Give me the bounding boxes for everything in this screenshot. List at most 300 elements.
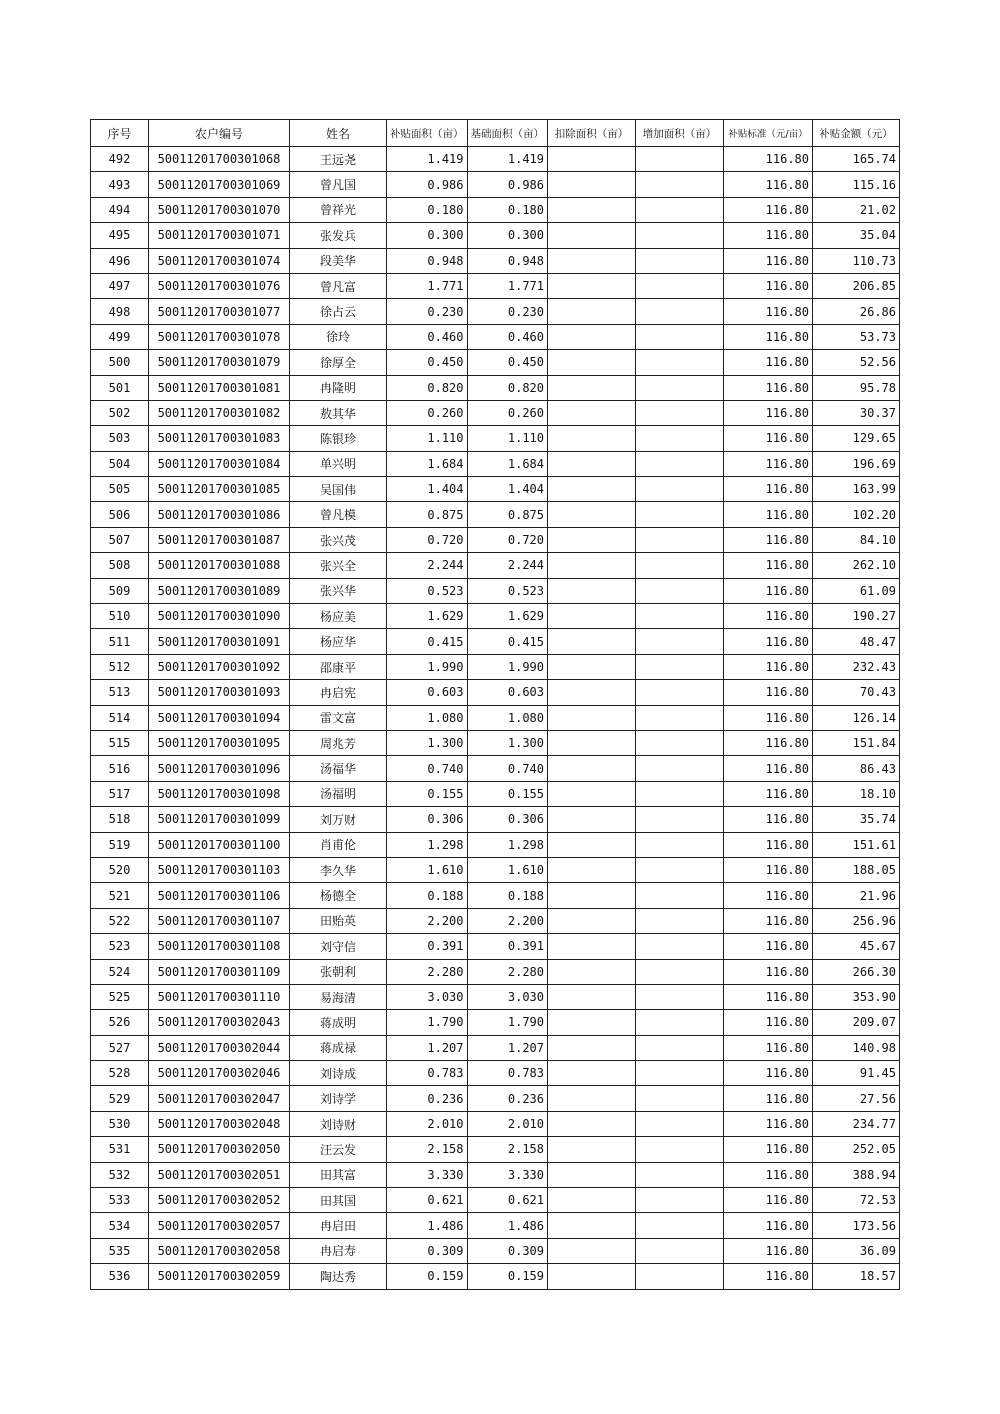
cell-added-area xyxy=(636,578,724,603)
cell-index: 509 xyxy=(91,578,149,603)
cell-deducted-area xyxy=(548,959,636,984)
cell-deducted-area xyxy=(548,654,636,679)
cell-farmer-id: 50011201700302059 xyxy=(149,1264,290,1289)
cell-subsidy-amount: 21.96 xyxy=(813,883,900,908)
cell-subsidy-amount: 18.57 xyxy=(813,1264,900,1289)
cell-subsidy-rate: 116.80 xyxy=(724,375,813,400)
cell-subsidy-area: 2.280 xyxy=(387,959,468,984)
cell-index: 533 xyxy=(91,1188,149,1213)
table-row xyxy=(91,273,900,298)
table-row xyxy=(91,832,900,857)
cell-subsidy-area: 0.155 xyxy=(387,781,468,806)
cell-farmer-id: 50011201700301098 xyxy=(149,781,290,806)
cell-subsidy-amount: 30.37 xyxy=(813,400,900,425)
cell-subsidy-area: 1.629 xyxy=(387,604,468,629)
cell-added-area xyxy=(636,1264,724,1289)
cell-subsidy-area: 0.720 xyxy=(387,527,468,552)
cell-index: 526 xyxy=(91,1010,149,1035)
cell-subsidy-amount: 151.84 xyxy=(813,730,900,755)
cell-added-area xyxy=(636,959,724,984)
cell-farmer-id: 50011201700301077 xyxy=(149,299,290,324)
cell-base-area: 1.207 xyxy=(467,1035,548,1060)
cell-farmer-id: 50011201700301090 xyxy=(149,604,290,629)
cell-subsidy-area: 3.330 xyxy=(387,1162,468,1187)
cell-added-area xyxy=(636,730,724,755)
cell-subsidy-rate: 116.80 xyxy=(724,1010,813,1035)
cell-subsidy-rate: 116.80 xyxy=(724,984,813,1009)
cell-name: 吴国伟 xyxy=(290,477,387,502)
cell-index: 521 xyxy=(91,883,149,908)
table-row xyxy=(91,1238,900,1263)
cell-base-area: 1.080 xyxy=(467,705,548,730)
cell-subsidy-rate: 116.80 xyxy=(724,1188,813,1213)
table-row xyxy=(91,1162,900,1187)
cell-base-area: 0.720 xyxy=(467,527,548,552)
table-row xyxy=(91,604,900,629)
cell-base-area: 3.030 xyxy=(467,984,548,1009)
cell-deducted-area xyxy=(548,1010,636,1035)
cell-farmer-id: 50011201700301094 xyxy=(149,705,290,730)
cell-subsidy-amount: 196.69 xyxy=(813,451,900,476)
cell-subsidy-rate: 116.80 xyxy=(724,654,813,679)
cell-added-area xyxy=(636,756,724,781)
table-row xyxy=(91,730,900,755)
table-row xyxy=(91,908,900,933)
cell-subsidy-amount: 115.16 xyxy=(813,172,900,197)
cell-added-area xyxy=(636,781,724,806)
cell-subsidy-amount: 95.78 xyxy=(813,375,900,400)
cell-base-area: 0.783 xyxy=(467,1061,548,1086)
cell-name: 周兆芳 xyxy=(290,730,387,755)
header-base-area: 基础面积（亩） xyxy=(467,120,548,147)
cell-base-area: 1.486 xyxy=(467,1213,548,1238)
cell-subsidy-area: 0.159 xyxy=(387,1264,468,1289)
cell-subsidy-amount: 232.43 xyxy=(813,654,900,679)
cell-name: 徐占云 xyxy=(290,299,387,324)
cell-name: 邵康平 xyxy=(290,654,387,679)
cell-name: 张兴茂 xyxy=(290,527,387,552)
cell-deducted-area xyxy=(548,502,636,527)
cell-subsidy-area: 0.948 xyxy=(387,248,468,273)
cell-name: 汤福明 xyxy=(290,781,387,806)
cell-subsidy-amount: 36.09 xyxy=(813,1238,900,1263)
table-row xyxy=(91,1010,900,1035)
cell-farmer-id: 50011201700301091 xyxy=(149,629,290,654)
cell-farmer-id: 50011201700302052 xyxy=(149,1188,290,1213)
cell-subsidy-area: 0.391 xyxy=(387,934,468,959)
cell-farmer-id: 50011201700301108 xyxy=(149,934,290,959)
cell-added-area xyxy=(636,1213,724,1238)
cell-name: 易海清 xyxy=(290,984,387,1009)
cell-base-area: 1.110 xyxy=(467,426,548,451)
cell-farmer-id: 50011201700301100 xyxy=(149,832,290,857)
table-row xyxy=(91,400,900,425)
cell-base-area: 0.415 xyxy=(467,629,548,654)
cell-subsidy-amount: 52.56 xyxy=(813,350,900,375)
cell-base-area: 2.158 xyxy=(467,1137,548,1162)
cell-added-area xyxy=(636,654,724,679)
cell-name: 汤福华 xyxy=(290,756,387,781)
cell-farmer-id: 50011201700301093 xyxy=(149,680,290,705)
cell-farmer-id: 50011201700302057 xyxy=(149,1213,290,1238)
cell-index: 529 xyxy=(91,1086,149,1111)
cell-index: 532 xyxy=(91,1162,149,1187)
cell-deducted-area xyxy=(548,756,636,781)
cell-base-area: 0.159 xyxy=(467,1264,548,1289)
cell-index: 520 xyxy=(91,857,149,882)
cell-deducted-area xyxy=(548,578,636,603)
cell-subsidy-area: 0.309 xyxy=(387,1238,468,1263)
cell-name: 曾凡国 xyxy=(290,172,387,197)
cell-name: 李久华 xyxy=(290,857,387,882)
cell-deducted-area xyxy=(548,1264,636,1289)
cell-index: 508 xyxy=(91,553,149,578)
cell-name: 刘万财 xyxy=(290,807,387,832)
cell-subsidy-amount: 61.09 xyxy=(813,578,900,603)
table-row xyxy=(91,324,900,349)
cell-farmer-id: 50011201700301089 xyxy=(149,578,290,603)
cell-deducted-area xyxy=(548,807,636,832)
cell-subsidy-amount: 353.90 xyxy=(813,984,900,1009)
table-row xyxy=(91,1188,900,1213)
cell-deducted-area xyxy=(548,324,636,349)
cell-subsidy-area: 1.486 xyxy=(387,1213,468,1238)
cell-deducted-area xyxy=(548,832,636,857)
cell-added-area xyxy=(636,1010,724,1035)
cell-farmer-id: 50011201700301069 xyxy=(149,172,290,197)
cell-subsidy-area: 0.415 xyxy=(387,629,468,654)
table-row xyxy=(91,197,900,222)
header-name: 姓名 xyxy=(290,120,387,147)
cell-deducted-area xyxy=(548,426,636,451)
cell-subsidy-area: 2.010 xyxy=(387,1111,468,1136)
cell-deducted-area xyxy=(548,1111,636,1136)
cell-added-area xyxy=(636,147,724,172)
table-row xyxy=(91,781,900,806)
cell-base-area: 0.948 xyxy=(467,248,548,273)
cell-subsidy-amount: 70.43 xyxy=(813,680,900,705)
cell-name: 徐玲 xyxy=(290,324,387,349)
cell-deducted-area xyxy=(548,1086,636,1111)
cell-subsidy-area: 0.783 xyxy=(387,1061,468,1086)
cell-added-area xyxy=(636,680,724,705)
cell-farmer-id: 50011201700301084 xyxy=(149,451,290,476)
cell-base-area: 1.629 xyxy=(467,604,548,629)
cell-subsidy-amount: 18.10 xyxy=(813,781,900,806)
cell-base-area: 0.236 xyxy=(467,1086,548,1111)
table-row xyxy=(91,959,900,984)
cell-deducted-area xyxy=(548,1188,636,1213)
cell-added-area xyxy=(636,324,724,349)
cell-index: 524 xyxy=(91,959,149,984)
cell-subsidy-amount: 129.65 xyxy=(813,426,900,451)
cell-subsidy-amount: 262.10 xyxy=(813,553,900,578)
cell-farmer-id: 50011201700301085 xyxy=(149,477,290,502)
cell-subsidy-rate: 116.80 xyxy=(724,248,813,273)
cell-farmer-id: 50011201700301070 xyxy=(149,197,290,222)
cell-index: 511 xyxy=(91,629,149,654)
cell-subsidy-rate: 116.80 xyxy=(724,1213,813,1238)
cell-subsidy-area: 1.990 xyxy=(387,654,468,679)
table-row xyxy=(91,350,900,375)
cell-subsidy-area: 0.523 xyxy=(387,578,468,603)
cell-subsidy-rate: 116.80 xyxy=(724,273,813,298)
table-row xyxy=(91,223,900,248)
cell-name: 曾凡模 xyxy=(290,502,387,527)
header-index: 序号 xyxy=(91,120,149,147)
cell-farmer-id: 50011201700301109 xyxy=(149,959,290,984)
cell-name: 冉隆明 xyxy=(290,375,387,400)
cell-base-area: 0.450 xyxy=(467,350,548,375)
cell-name: 汪云发 xyxy=(290,1137,387,1162)
table-row xyxy=(91,1111,900,1136)
cell-base-area: 0.820 xyxy=(467,375,548,400)
cell-farmer-id: 50011201700301096 xyxy=(149,756,290,781)
cell-index: 494 xyxy=(91,197,149,222)
cell-added-area xyxy=(636,934,724,959)
cell-subsidy-area: 1.684 xyxy=(387,451,468,476)
cell-subsidy-rate: 116.80 xyxy=(724,350,813,375)
table-row xyxy=(91,654,900,679)
cell-deducted-area xyxy=(548,1238,636,1263)
cell-subsidy-amount: 35.04 xyxy=(813,223,900,248)
cell-subsidy-area: 1.610 xyxy=(387,857,468,882)
cell-subsidy-amount: 86.43 xyxy=(813,756,900,781)
cell-farmer-id: 50011201700301088 xyxy=(149,553,290,578)
cell-subsidy-rate: 116.80 xyxy=(724,324,813,349)
cell-subsidy-rate: 116.80 xyxy=(724,1061,813,1086)
cell-added-area xyxy=(636,477,724,502)
cell-index: 534 xyxy=(91,1213,149,1238)
cell-name: 曾祥光 xyxy=(290,197,387,222)
cell-name: 冉启寿 xyxy=(290,1238,387,1263)
cell-name: 田其国 xyxy=(290,1188,387,1213)
cell-subsidy-rate: 116.80 xyxy=(724,527,813,552)
cell-deducted-area xyxy=(548,705,636,730)
header-subsidy-area: 补贴面积（亩） xyxy=(387,120,468,147)
header-added-area: 增加面积（亩） xyxy=(636,120,724,147)
cell-deducted-area xyxy=(548,375,636,400)
cell-added-area xyxy=(636,1137,724,1162)
cell-index: 523 xyxy=(91,934,149,959)
cell-index: 531 xyxy=(91,1137,149,1162)
cell-index: 493 xyxy=(91,172,149,197)
cell-deducted-area xyxy=(548,934,636,959)
table-row xyxy=(91,375,900,400)
cell-subsidy-area: 0.450 xyxy=(387,350,468,375)
cell-name: 冉启宪 xyxy=(290,680,387,705)
cell-farmer-id: 50011201700301107 xyxy=(149,908,290,933)
cell-index: 492 xyxy=(91,147,149,172)
cell-subsidy-rate: 116.80 xyxy=(724,477,813,502)
cell-index: 518 xyxy=(91,807,149,832)
cell-index: 522 xyxy=(91,908,149,933)
cell-subsidy-area: 0.820 xyxy=(387,375,468,400)
cell-subsidy-area: 0.460 xyxy=(387,324,468,349)
cell-added-area xyxy=(636,223,724,248)
table-row xyxy=(91,426,900,451)
cell-name: 陶达秀 xyxy=(290,1264,387,1289)
cell-base-area: 0.391 xyxy=(467,934,548,959)
cell-base-area: 1.684 xyxy=(467,451,548,476)
cell-subsidy-rate: 116.80 xyxy=(724,832,813,857)
cell-subsidy-rate: 116.80 xyxy=(724,578,813,603)
cell-base-area: 2.244 xyxy=(467,553,548,578)
cell-farmer-id: 50011201700301092 xyxy=(149,654,290,679)
cell-deducted-area xyxy=(548,730,636,755)
cell-index: 535 xyxy=(91,1238,149,1263)
cell-name: 王远尧 xyxy=(290,147,387,172)
cell-index: 502 xyxy=(91,400,149,425)
cell-base-area: 1.300 xyxy=(467,730,548,755)
cell-subsidy-area: 0.188 xyxy=(387,883,468,908)
cell-subsidy-area: 0.603 xyxy=(387,680,468,705)
cell-index: 512 xyxy=(91,654,149,679)
cell-index: 506 xyxy=(91,502,149,527)
cell-added-area xyxy=(636,883,724,908)
cell-index: 525 xyxy=(91,984,149,1009)
cell-base-area: 0.230 xyxy=(467,299,548,324)
cell-deducted-area xyxy=(548,350,636,375)
cell-subsidy-rate: 116.80 xyxy=(724,705,813,730)
cell-subsidy-area: 2.244 xyxy=(387,553,468,578)
cell-farmer-id: 50011201700302050 xyxy=(149,1137,290,1162)
cell-subsidy-amount: 151.61 xyxy=(813,832,900,857)
cell-subsidy-rate: 116.80 xyxy=(724,629,813,654)
cell-subsidy-rate: 116.80 xyxy=(724,857,813,882)
cell-deducted-area xyxy=(548,400,636,425)
cell-index: 501 xyxy=(91,375,149,400)
cell-base-area: 0.740 xyxy=(467,756,548,781)
cell-name: 刘诗成 xyxy=(290,1061,387,1086)
cell-name: 雷文富 xyxy=(290,705,387,730)
cell-name: 刘守信 xyxy=(290,934,387,959)
cell-deducted-area xyxy=(548,1213,636,1238)
cell-name: 陈银珍 xyxy=(290,426,387,451)
cell-base-area: 1.771 xyxy=(467,273,548,298)
cell-deducted-area xyxy=(548,1137,636,1162)
cell-name: 冉启田 xyxy=(290,1213,387,1238)
cell-subsidy-area: 0.875 xyxy=(387,502,468,527)
cell-subsidy-amount: 21.02 xyxy=(813,197,900,222)
cell-deducted-area xyxy=(548,197,636,222)
cell-subsidy-area: 1.419 xyxy=(387,147,468,172)
cell-added-area xyxy=(636,553,724,578)
cell-subsidy-rate: 116.80 xyxy=(724,553,813,578)
cell-farmer-id: 50011201700301110 xyxy=(149,984,290,1009)
cell-farmer-id: 50011201700302046 xyxy=(149,1061,290,1086)
cell-name: 曾凡富 xyxy=(290,273,387,298)
table-row xyxy=(91,1264,900,1289)
cell-added-area xyxy=(636,451,724,476)
cell-added-area xyxy=(636,705,724,730)
cell-base-area: 0.986 xyxy=(467,172,548,197)
cell-subsidy-amount: 163.99 xyxy=(813,477,900,502)
cell-name: 田其富 xyxy=(290,1162,387,1187)
cell-subsidy-rate: 116.80 xyxy=(724,1162,813,1187)
cell-farmer-id: 50011201700301083 xyxy=(149,426,290,451)
cell-index: 499 xyxy=(91,324,149,349)
cell-name: 张兴全 xyxy=(290,553,387,578)
cell-subsidy-rate: 116.80 xyxy=(724,604,813,629)
cell-base-area: 2.010 xyxy=(467,1111,548,1136)
cell-subsidy-area: 0.230 xyxy=(387,299,468,324)
cell-farmer-id: 50011201700301071 xyxy=(149,223,290,248)
cell-base-area: 1.610 xyxy=(467,857,548,882)
cell-subsidy-area: 2.158 xyxy=(387,1137,468,1162)
table-row xyxy=(91,705,900,730)
cell-index: 500 xyxy=(91,350,149,375)
cell-farmer-id: 50011201700301082 xyxy=(149,400,290,425)
cell-farmer-id: 50011201700301095 xyxy=(149,730,290,755)
cell-name: 蒋成禄 xyxy=(290,1035,387,1060)
cell-name: 田贻英 xyxy=(290,908,387,933)
cell-deducted-area xyxy=(548,248,636,273)
cell-subsidy-rate: 116.80 xyxy=(724,756,813,781)
table-row xyxy=(91,629,900,654)
cell-subsidy-amount: 45.67 xyxy=(813,934,900,959)
cell-name: 刘诗学 xyxy=(290,1086,387,1111)
cell-index: 517 xyxy=(91,781,149,806)
cell-name: 段美华 xyxy=(290,248,387,273)
table-row xyxy=(91,934,900,959)
cell-subsidy-area: 0.236 xyxy=(387,1086,468,1111)
cell-subsidy-area: 0.740 xyxy=(387,756,468,781)
cell-subsidy-area: 1.771 xyxy=(387,273,468,298)
cell-name: 杨德全 xyxy=(290,883,387,908)
cell-index: 495 xyxy=(91,223,149,248)
cell-base-area: 2.280 xyxy=(467,959,548,984)
cell-deducted-area xyxy=(548,223,636,248)
cell-name: 徐厚全 xyxy=(290,350,387,375)
cell-subsidy-rate: 116.80 xyxy=(724,1238,813,1263)
cell-deducted-area xyxy=(548,857,636,882)
table-row xyxy=(91,680,900,705)
cell-added-area xyxy=(636,984,724,1009)
cell-farmer-id: 50011201700302044 xyxy=(149,1035,290,1060)
cell-added-area xyxy=(636,629,724,654)
cell-subsidy-area: 0.621 xyxy=(387,1188,468,1213)
cell-deducted-area xyxy=(548,604,636,629)
cell-subsidy-rate: 116.80 xyxy=(724,172,813,197)
cell-subsidy-area: 1.404 xyxy=(387,477,468,502)
cell-subsidy-amount: 53.73 xyxy=(813,324,900,349)
cell-subsidy-area: 1.790 xyxy=(387,1010,468,1035)
cell-base-area: 0.875 xyxy=(467,502,548,527)
cell-index: 507 xyxy=(91,527,149,552)
cell-added-area xyxy=(636,172,724,197)
cell-name: 杨应美 xyxy=(290,604,387,629)
cell-added-area xyxy=(636,1162,724,1187)
cell-farmer-id: 50011201700301074 xyxy=(149,248,290,273)
cell-subsidy-rate: 116.80 xyxy=(724,883,813,908)
cell-subsidy-rate: 116.80 xyxy=(724,502,813,527)
cell-subsidy-rate: 116.80 xyxy=(724,1035,813,1060)
cell-deducted-area xyxy=(548,680,636,705)
cell-base-area: 0.306 xyxy=(467,807,548,832)
cell-subsidy-area: 0.306 xyxy=(387,807,468,832)
table-row xyxy=(91,172,900,197)
table-row xyxy=(91,883,900,908)
table-row xyxy=(91,147,900,172)
cell-base-area: 0.260 xyxy=(467,400,548,425)
cell-subsidy-area: 0.300 xyxy=(387,223,468,248)
cell-deducted-area xyxy=(548,883,636,908)
cell-base-area: 1.990 xyxy=(467,654,548,679)
cell-added-area xyxy=(636,273,724,298)
cell-subsidy-rate: 116.80 xyxy=(724,807,813,832)
cell-subsidy-rate: 116.80 xyxy=(724,730,813,755)
